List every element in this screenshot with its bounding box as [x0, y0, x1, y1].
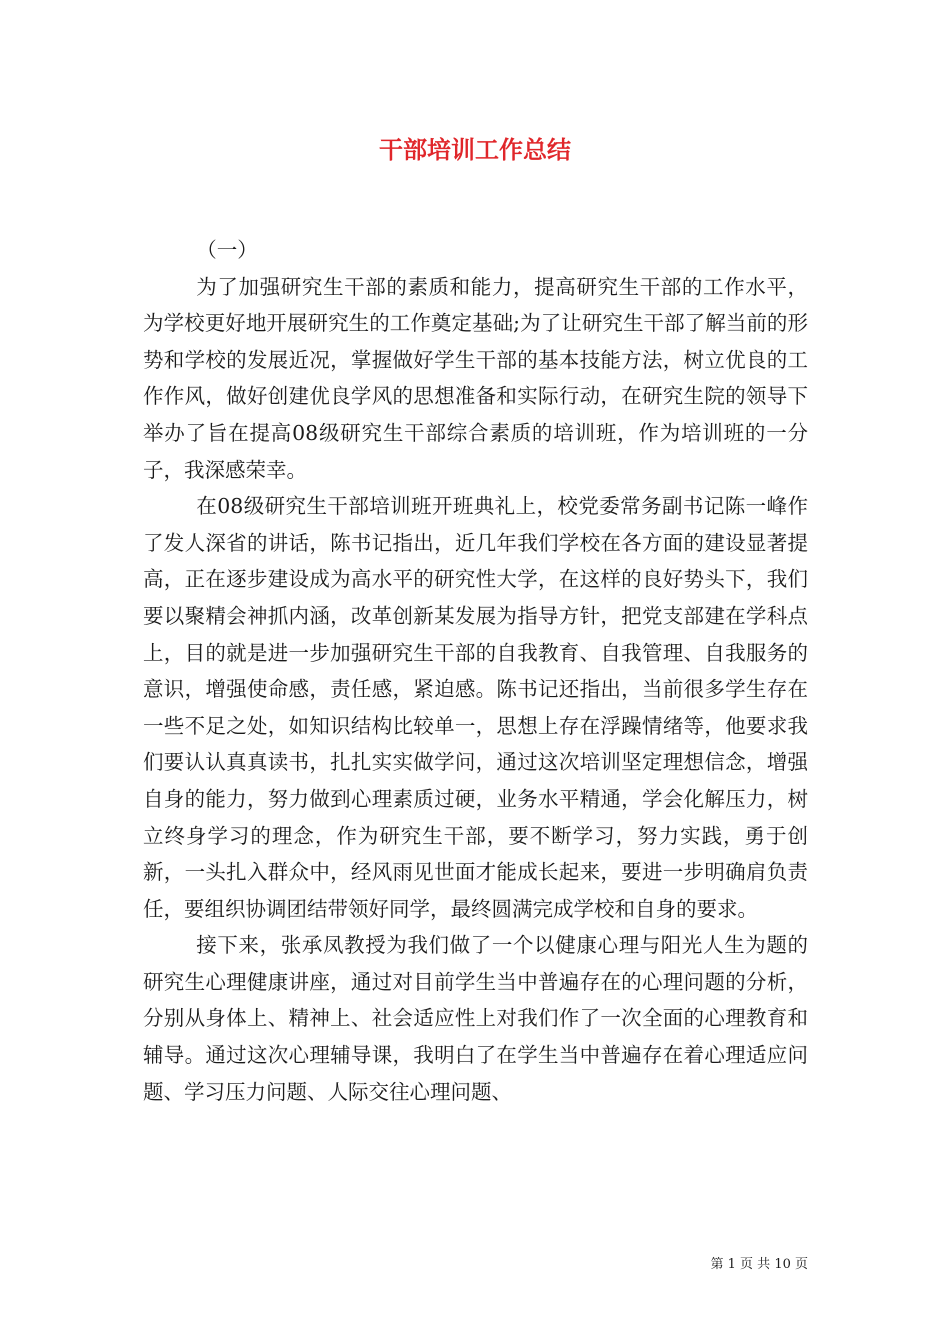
paragraph-2: 在08级研究生干部培训班开班典礼上，校党委常务副书记陈一峰作了发人深省的讲话，陈书记指出，近几年我们学校在各方面的建设显著提高，正在逐步建设成为高水平的研究性大学，在这样的良好势头下，我们要以聚精会神抓内涵，改革创新某发展为指导方针，把党支部建在学科点上，目的就是进一步加强研究生干部的自我教育、自我管理、自我服务的意识，增强使命感，责任感，紧迫感。陈书记还指出，当前很多学生存在一些不足之处，如知识结构比较单一，思想上存在浮躁情绪等，他要求我们要认认真真读书，扎扎实实做学问，通过这次培训坚定理想信念，增强自身的能力，努力做到心理素质过硬，业务水平精通，学会化解压力，树立终身学习的理念，作为研究生干部，要不断学习，努力实践，勇于创新，一头扎入群众中，经风雨见世面才能成长起来，要进一步明确肩负责任，要组织协调团结带领好同学，最终圆满完成学校和自身的要求。: [143, 494, 808, 921]
paragraph-1: 为了加强研究生干部的素质和能力，提高研究生干部的工作水平，为学校更好地开展研究生的工作奠定基础;为了让研究生干部了解当前的形势和学校的发展近况，掌握做好学生干部的基本技能方法，树立优良的工作作风，做好创建优良学风的思想准备和实际行动，在研究生院的领导下举办了旨在提高08级研究生干部综合素质的培训班，作为培训班的一分子，我深感荣幸。: [143, 274, 808, 482]
page-footer: 第 1 页 共 10 页: [710, 1257, 808, 1272]
section-mark: （一）: [196, 238, 258, 262]
document-title: 干部培训工作总结: [379, 135, 571, 164]
paragraph-3: 接下来，张承凤教授为我们做了一个以健康心理与阳光人生为题的研究生心理健康讲座，通过对目前学生当中普遍存在的心理问题的分析，分别从身体上、精神上、社会适应性上对我们作了一次全面的心理教育和辅导。通过这次心理辅导课，我明白了在学生当中普遍存在着心理适应问题、学习压力问题、人际交往心理问题、: [143, 933, 808, 1104]
document-body: [143, 232, 808, 1110]
